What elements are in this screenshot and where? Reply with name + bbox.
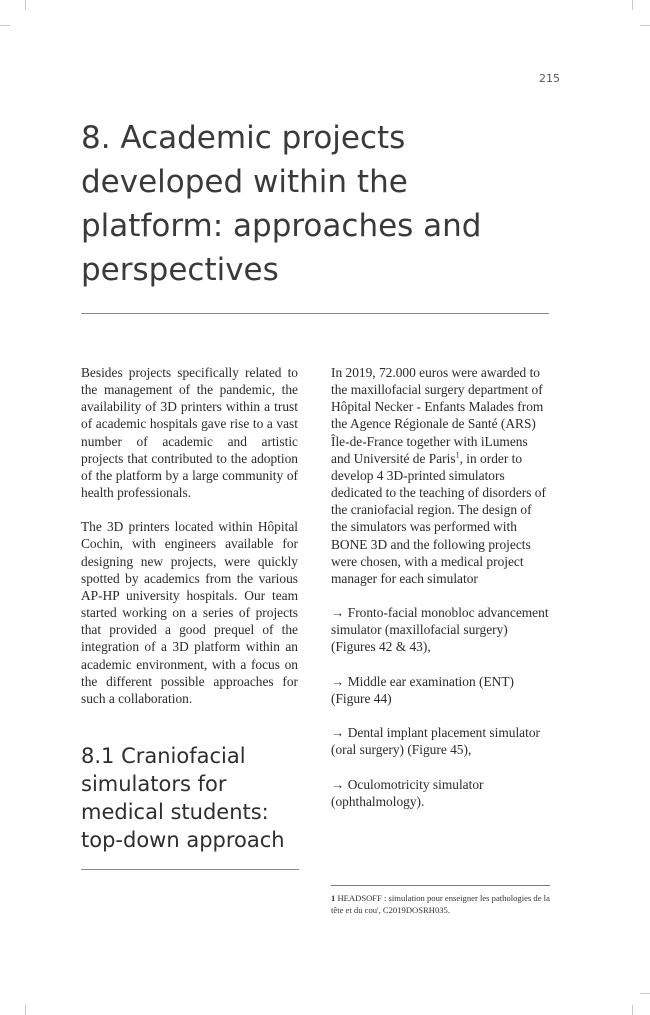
list-item [331,776,550,810]
crop-mark [640,993,650,994]
footnote [331,892,551,916]
list-item [331,673,550,707]
list-item-text: Dental implant placement simulator (oral surgery) (Figure 45), [331,725,540,758]
list-item [331,604,550,655]
crop-mark [0,25,10,26]
body-paragraph: The 3D printers located within Hôpital Cochin, with engineers available for designing new projects, were quickly spotted by academics from the various AP-HP university hospitals. Our team started working on a series of projects that provided a good prequel of the integration of a 3D platform within an academic environment, with a focus on the different possible approaches for such a collaboration. [81,519,298,706]
arrow-icon: → [331,673,345,689]
section-divider [81,869,299,870]
section-title: 8.1 Craniofacial simulators for medical students: top-down approach [81,744,285,852]
crop-mark [632,0,633,10]
title-divider [81,313,549,314]
crop-mark [25,1005,26,1015]
page-number: 215 [539,72,560,85]
chapter-title: 8. Academic projects developed within the platform: approaches and perspectives [81,120,482,288]
intro-paragraph [331,364,550,587]
crop-mark [25,0,26,10]
crop-mark [632,1005,633,1015]
list-item-text: Fronto-facial monobloc advancement simulator (maxillofacial surgery) (Figures 42 & 43), [331,605,549,655]
arrow-icon: → [331,725,345,741]
footnote-number: 1 [331,893,336,903]
body-paragraph: Besides projects specifically related to the management of the pandemic, the availability of 3D printers within a trust of academic hospitals gave rise to a vast number of academic and artistic projects that contributed to the adoption of the platform by a large community of health professionals. [81,365,298,501]
left-column [81,364,298,724]
list-item-text: Middle ear examination (ENT) (Figure 44) [331,673,514,706]
footnote-divider [331,885,550,886]
arrow-icon: → [331,605,345,621]
right-column [331,364,550,827]
simulator-list [331,604,550,810]
footnote-text: HEADSOFF : simulation pour enseigner les pathologies de la tête et du cou', C2019DOSRH035. [331,893,550,915]
intro-text-continued: , in order to develop 4 3D-printed simulators dedicated to the teaching of disorders of the craniofacial region. The design of the simulators was performed with BONE 3D and the following projects were chosen, with a medical project manager for each simulator [331,450,546,586]
list-item [331,724,550,758]
intro-text: In 2019, 72.000 euros were awarded to the maxillofacial surgery department of Hôpital Necker - Enfants Malades from the Agence Régionale de Santé (ARS) Île-de-France together with iLumens and Université de Paris [331,365,544,466]
arrow-icon: → [331,776,345,792]
footnote-reference[interactable]: 1 [455,450,460,460]
list-item-text: Oculomotricity simulator (ophthalmology). [331,776,484,809]
crop-mark [640,25,650,26]
